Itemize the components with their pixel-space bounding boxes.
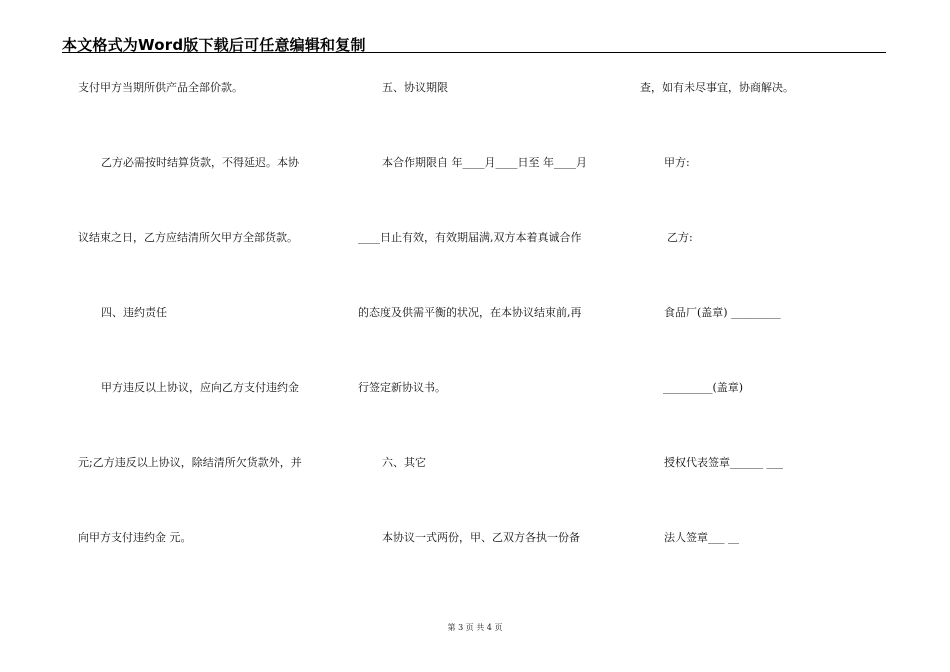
legal-person-signature-line: 法人签章___ __ xyxy=(664,531,739,544)
col2-heading-term: 五、协议期限 xyxy=(382,81,448,94)
seal-line: _________(盖章) xyxy=(663,381,744,394)
col2-line-2: 本合作期限自 年____月____日至 年____月 xyxy=(382,156,587,169)
col2-line-7: 本协议一式两份，甲、乙双方各执一份备 xyxy=(382,531,580,544)
col2-line-5: 行签定新协议书。 xyxy=(358,381,446,394)
col1-line-7: 向甲方支付违约金 元。 xyxy=(78,531,192,544)
col3-line-1: 查，如有未尽事宜，协商解决。 xyxy=(640,81,794,94)
col1-line-1: 支付甲方当期所供产品全部价款。 xyxy=(78,81,243,94)
page-number: 第 3 页 共 4 页 xyxy=(447,623,503,632)
party-a-label: 甲方: xyxy=(664,156,690,169)
col1-line-2: 乙方必需按时结算货款，不得延迟。本协 xyxy=(101,156,299,169)
food-factory-seal-line: 食品厂(盖章) _________ xyxy=(664,306,781,319)
party-b-label: 乙方: xyxy=(667,231,693,244)
col1-line-6: 元;乙方违反以上协议，除结清所欠货款外，并 xyxy=(78,456,302,469)
col1-line-5: 甲方违反以上协议，应向乙方支付违约金 xyxy=(101,381,299,394)
col2-line-3: ____日止有效，有效期届满,双方本着真诚合作 xyxy=(358,231,582,244)
header-divider xyxy=(62,52,886,53)
col1-heading-breach: 四、违约责任 xyxy=(101,306,167,319)
document-header-title: 本文格式为Word版下载后可任意编辑和复制 xyxy=(62,36,366,54)
col2-heading-other: 六、其它 xyxy=(382,456,426,469)
authorized-rep-signature-line: 授权代表签章______ ___ xyxy=(664,456,783,469)
col1-line-3: 议结束之日，乙方应结清所欠甲方全部货款。 xyxy=(78,231,298,244)
col2-line-4: 的态度及供需平衡的状况，在本协议结束前,再 xyxy=(358,306,582,319)
